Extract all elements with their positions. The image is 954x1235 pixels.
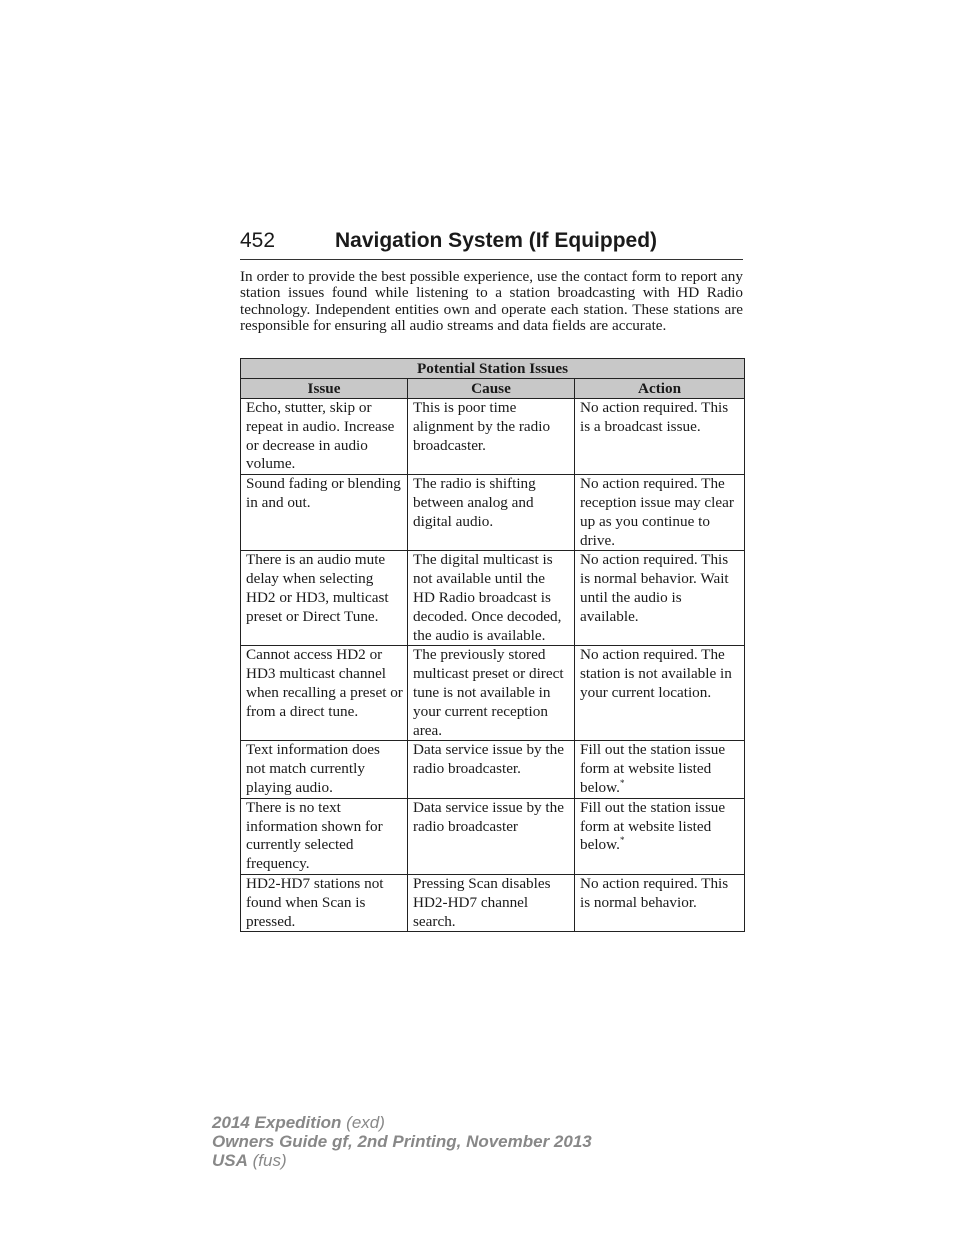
- issue-cell: Cannot access HD2 or HD3 multicast channel when recalling a preset or from a direct tune.: [241, 646, 408, 741]
- footer-line-model: [212, 1113, 592, 1132]
- action-text: Fill out the station issue form at website listed below.: [580, 798, 726, 854]
- column-header-cause: Cause: [408, 379, 575, 399]
- footer-line-region: [212, 1151, 592, 1170]
- footnote-mark: *: [619, 777, 625, 788]
- cause-cell: This is poor time alignment by the radio broadcaster.: [408, 399, 575, 475]
- footnote-mark: *: [619, 835, 625, 846]
- station-issues-table: [240, 358, 745, 932]
- table-row: [241, 646, 745, 741]
- cause-cell: Pressing Scan disables HD2-HD7 channel search.: [408, 874, 575, 931]
- issue-cell: There is an audio mute delay when selecting HD2 or HD3, multicast preset or Direct Tune.: [241, 551, 408, 646]
- page-title: Navigation System (If Equipped): [335, 229, 658, 252]
- table-row: [241, 399, 745, 475]
- intro-paragraph: In order to provide the best possible experience, use the contact form to report any station issues found while listening to a station broadcasting with HD Radio technology. Independent entities own and operate each station. These stations are responsible for ensuring all audio streams and data fields are accurate.: [240, 268, 743, 335]
- page-number: 452: [240, 229, 276, 252]
- column-header-issue: Issue: [241, 379, 408, 399]
- action-cell: No action required. This is normal behavior.: [575, 874, 745, 931]
- page-footer: [212, 1113, 592, 1170]
- footer-region-code: (fus): [247, 1151, 287, 1170]
- action-cell: No action required. The reception issue may clear up as you continue to drive.: [575, 475, 745, 551]
- table-caption-row: [241, 359, 745, 379]
- footer-model-code: (exd): [341, 1113, 385, 1132]
- table-row: [241, 874, 745, 931]
- page-header: [240, 229, 743, 260]
- issue-cell: Echo, stutter, skip or repeat in audio. Increase or decrease in audio volume.: [241, 399, 408, 475]
- table-header-row: [241, 379, 745, 399]
- cause-cell: The radio is shifting between analog and digital audio.: [408, 475, 575, 551]
- cause-cell: Data service issue by the radio broadcaster: [408, 798, 575, 874]
- issue-cell: Sound fading or blending in and out.: [241, 475, 408, 551]
- cause-cell: The digital multicast is not available until the HD Radio broadcast is decoded. Once decoded, the audio is available.: [408, 551, 575, 646]
- table-caption: Potential Station Issues: [241, 359, 745, 379]
- table-row: [241, 475, 745, 551]
- action-cell: [575, 798, 745, 874]
- action-cell: No action required. This is a broadcast issue.: [575, 399, 745, 475]
- action-text: Fill out the station issue form at website listed below.: [580, 741, 726, 796]
- footer-region: USA: [212, 1151, 248, 1170]
- cause-cell: Data service issue by the radio broadcaster.: [408, 741, 575, 798]
- cause-cell: The previously stored multicast preset or direct tune is not available in your current reception area.: [408, 646, 575, 741]
- footer-line-guide: Owners Guide gf, 2nd Printing, November 2013: [212, 1132, 592, 1151]
- column-header-action: Action: [575, 379, 745, 399]
- table-row: [241, 741, 745, 798]
- table-row: [241, 798, 745, 874]
- action-cell: No action required. This is normal behavior. Wait until the audio is available.: [575, 551, 745, 646]
- issue-cell: HD2-HD7 stations not found when Scan is pressed.: [241, 874, 408, 931]
- footer-model: 2014 Expedition: [212, 1113, 342, 1132]
- issue-cell: Text information does not match currently playing audio.: [241, 741, 408, 798]
- action-cell: No action required. The station is not available in your current location.: [575, 646, 745, 741]
- issue-cell: There is no text information shown for currently selected frequency.: [241, 798, 408, 874]
- action-cell: [575, 741, 745, 798]
- table-row: [241, 551, 745, 646]
